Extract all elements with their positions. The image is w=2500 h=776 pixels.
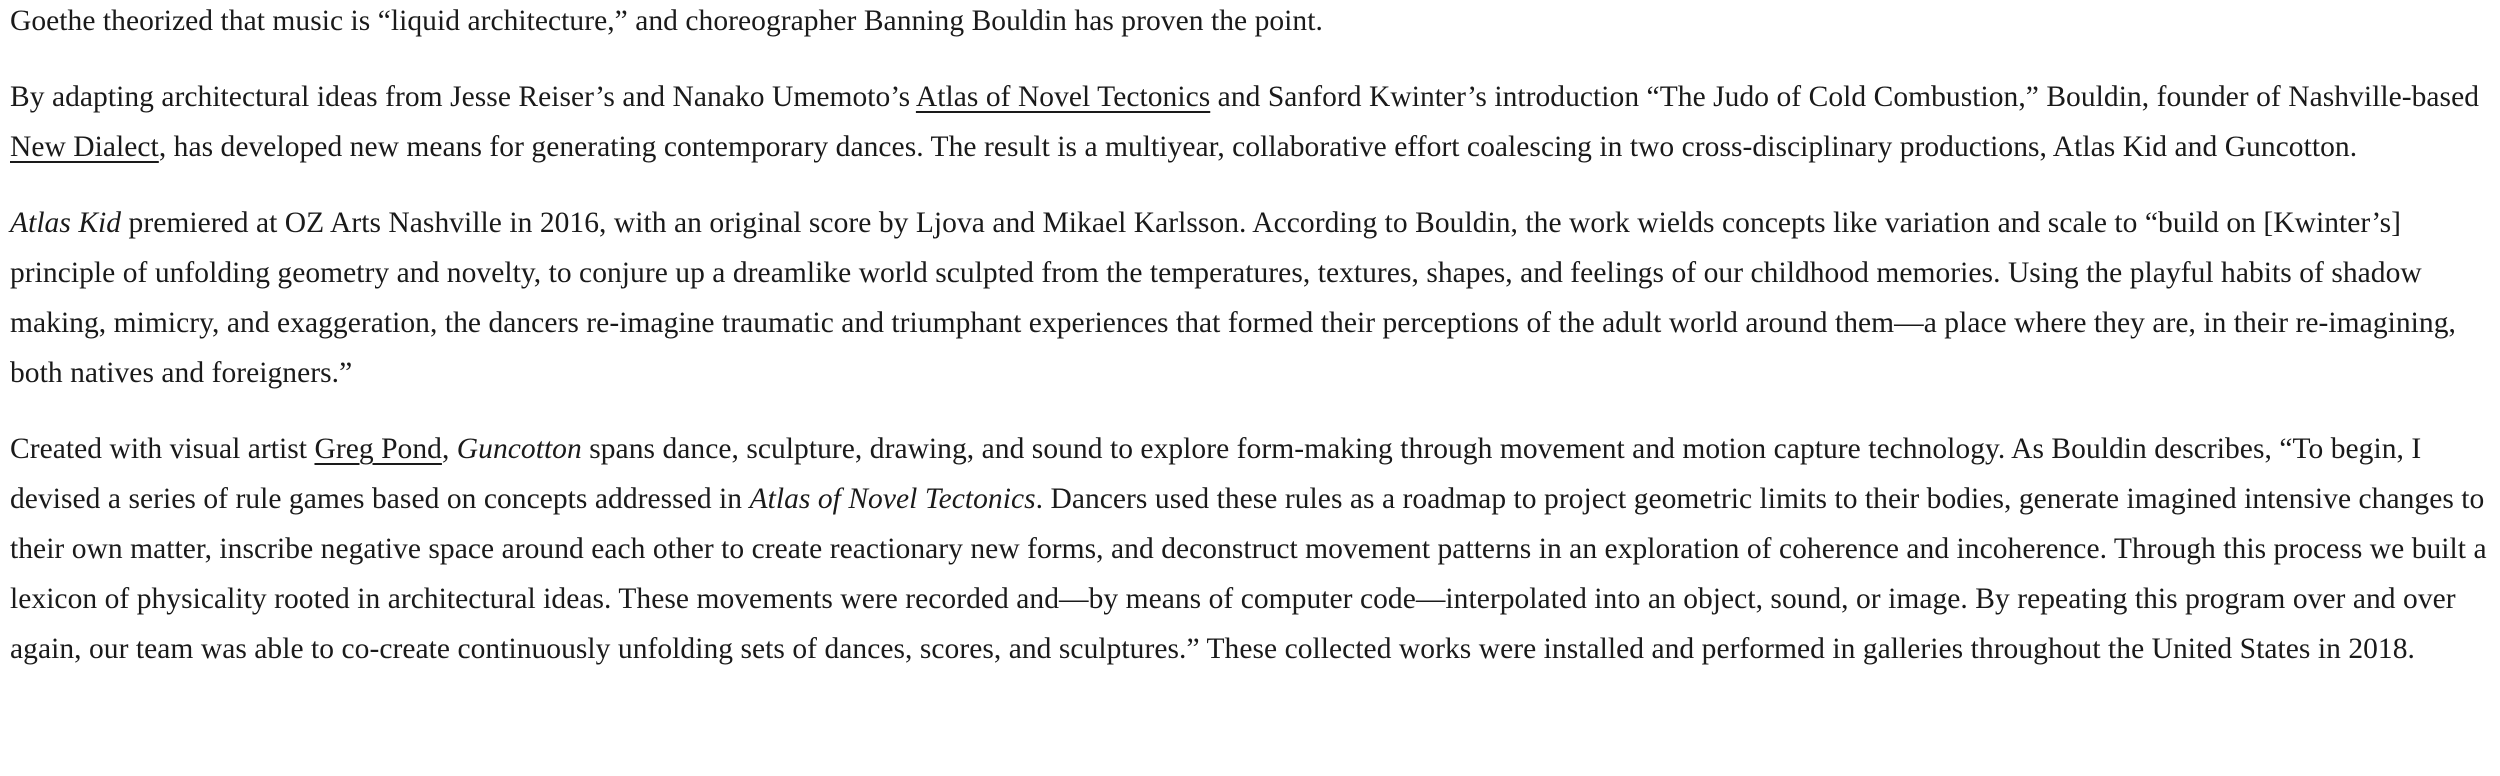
atlas-of-novel-tectonics-link[interactable]: Atlas of Novel Tectonics: [915, 81, 1211, 113]
atlas-kid-text: premiered at OZ Arts Nashville in 2016, with an original score by Ljova and Mikael Karlsson. According to Bouldin, the work wields concepts like variation and scale to “build on [Kwinter’s] principle of unfolding geometry and novelty, to conjure up a dreamlike world sculpted from the temperatures, textures, shapes, and feelings of our childhood memories. Using the playful habits of shadow making, mimicry, and exaggeration, the dancers re-imagine traumatic and triumphant experiences that formed their perceptions of the adult world around them—a place where they are, in their re-imagining, both natives and foreigners.”: [10, 207, 2456, 389]
intro-text: Goethe theorized that music is “liquid architecture,” and choreographer Banning Bouldin has proven the point.: [10, 5, 1323, 37]
paragraph-intro: [10, 0, 2490, 46]
paragraph-guncotton: [10, 424, 2490, 674]
guncotton-text-4: . Dancers used these rules as a roadmap to project geometric limits to their bodies, generate imagined intensive changes to their own matter, inscribe negative space around each other to create reactionary new forms, and deconstruct movement patterns in an exploration of coherence and incoherence. Through this process we built a lexicon of physicality rooted in architectural ideas. These movements were recorded and—by means of computer code—interpolated into an object, sound, or image. By repeating this program over and over again, our team was able to co-create continuously unfolding sets of dances, scores, and sculptures.” These collected works were installed and performed in galleries throughout the United States in 2018.: [10, 483, 2487, 665]
guncotton-text-2: ,: [441, 433, 457, 465]
article-body: [10, 0, 2490, 700]
atlas-kid-title: Atlas Kid: [10, 207, 122, 239]
adaptation-text-2: and Sanford Kwinter’s introduction “The Judo of Cold Combustion,” Bouldin, founder of Nashville-based: [1210, 81, 2480, 113]
new-dialect-link[interactable]: New Dialect: [10, 131, 159, 163]
guncotton-title: Guncotton: [456, 433, 582, 465]
adaptation-text-3: , has developed new means for generating contemporary dances. The result is a multiyear, collaborative effort coalescing in two cross-disciplinary productions, Atlas Kid and Guncotton.: [158, 131, 2358, 163]
paragraph-atlas-kid: [10, 198, 2490, 398]
adaptation-text-1: By adapting architectural ideas from Jesse Reiser’s and Nanako Umemoto’s: [10, 81, 916, 113]
atlas-of-novel-tectonics-title: Atlas of Novel Tectonics: [749, 483, 1036, 515]
greg-pond-link[interactable]: Greg Pond: [314, 433, 442, 465]
guncotton-text-1: Created with visual artist: [10, 433, 315, 465]
guncotton-text-3: spans dance, sculpture, drawing, and sound to explore form-making through movement and motion capture technology. As Bouldin describes, “To begin, I devised a series of rule games based on concepts addressed in: [10, 433, 2422, 515]
paragraph-adaptation: [10, 72, 2490, 172]
